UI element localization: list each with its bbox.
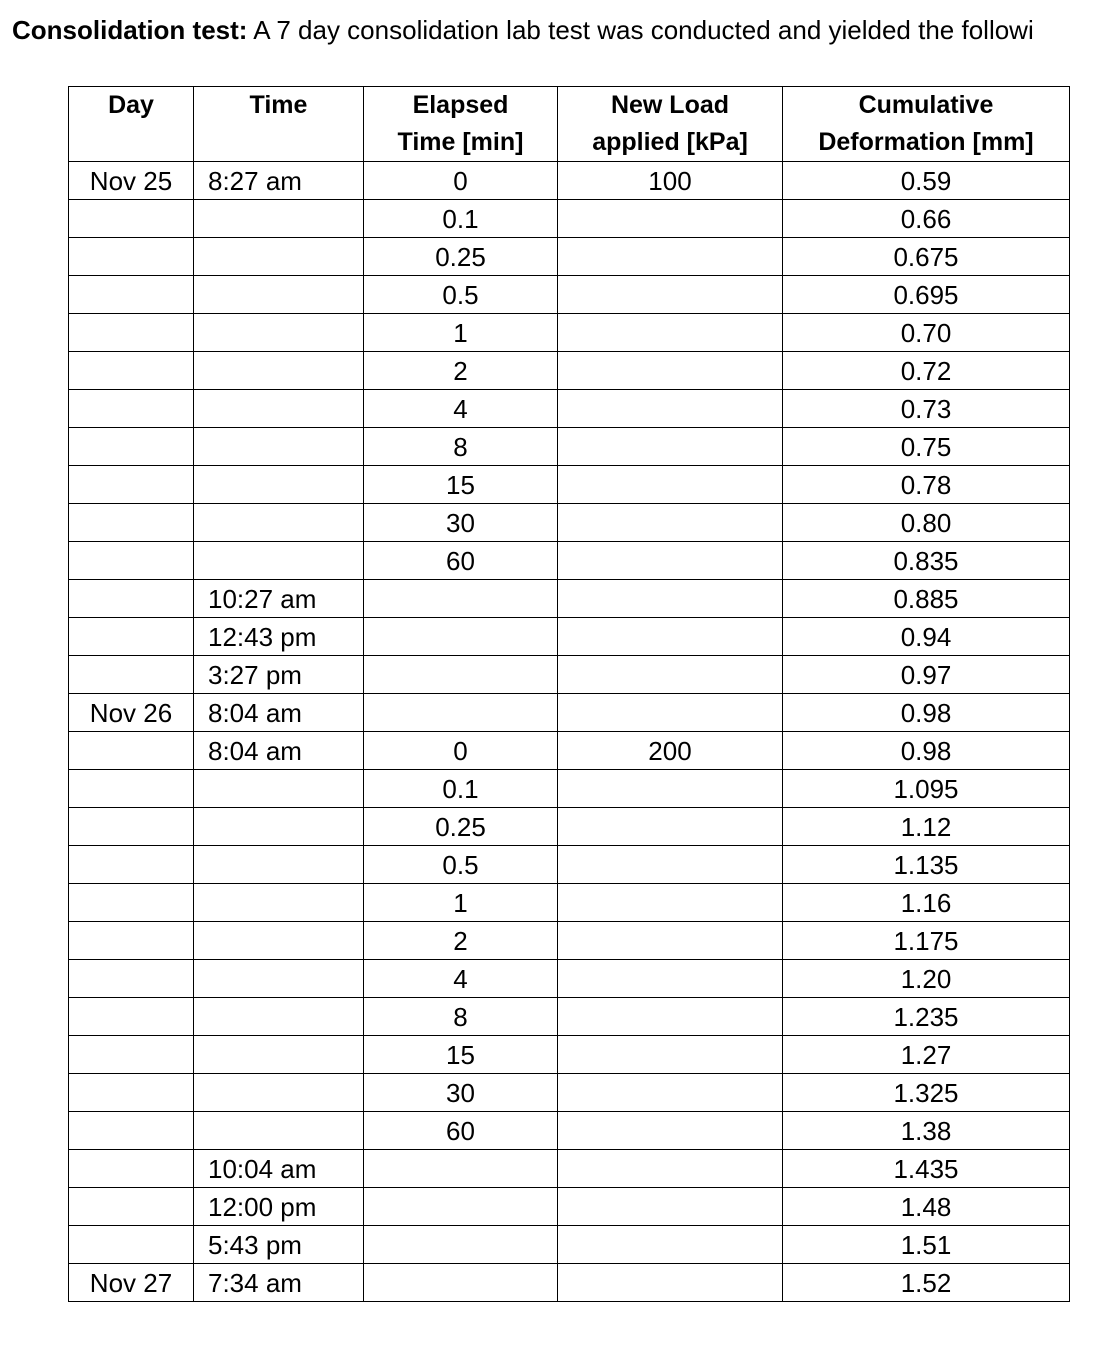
cell-elapsed-time: 30 <box>364 504 558 542</box>
cell-day <box>69 390 194 428</box>
cell-day <box>69 314 194 352</box>
heading-bold-label: Consolidation test: <box>12 15 248 45</box>
cell-elapsed-time: 2 <box>364 352 558 390</box>
cell-cumulative-deformation: 0.885 <box>783 580 1070 618</box>
header-new-load: New Load applied [kPa] <box>558 87 783 162</box>
cell-new-load <box>558 352 783 390</box>
cell-time <box>194 1112 364 1150</box>
cell-time: 8:04 am <box>194 694 364 732</box>
cell-new-load <box>558 314 783 352</box>
cell-elapsed-time: 60 <box>364 1112 558 1150</box>
cell-elapsed-time: 2 <box>364 922 558 960</box>
cell-new-load <box>558 238 783 276</box>
cell-time <box>194 1036 364 1074</box>
cell-new-load <box>558 1226 783 1264</box>
cell-new-load: 100 <box>558 162 783 200</box>
table-row <box>69 504 1070 542</box>
cell-new-load <box>558 770 783 808</box>
cell-day <box>69 998 194 1036</box>
cell-cumulative-deformation: 1.16 <box>783 884 1070 922</box>
cell-day <box>69 960 194 998</box>
cell-time: 10:27 am <box>194 580 364 618</box>
cell-day <box>69 1188 194 1226</box>
cell-time <box>194 770 364 808</box>
cell-new-load <box>558 1150 783 1188</box>
table-row <box>69 1226 1070 1264</box>
cell-new-load <box>558 390 783 428</box>
table-row <box>69 1074 1070 1112</box>
cell-new-load <box>558 884 783 922</box>
cell-day <box>69 1150 194 1188</box>
cell-elapsed-time: 15 <box>364 466 558 504</box>
cell-new-load <box>558 428 783 466</box>
cell-cumulative-deformation: 0.59 <box>783 162 1070 200</box>
cell-day <box>69 200 194 238</box>
cell-elapsed-time <box>364 1150 558 1188</box>
cell-day <box>69 884 194 922</box>
table-row <box>69 1036 1070 1074</box>
cell-elapsed-time: 0 <box>364 732 558 770</box>
cell-cumulative-deformation: 1.51 <box>783 1226 1070 1264</box>
table-row <box>69 238 1070 276</box>
table-row <box>69 998 1070 1036</box>
cell-elapsed-time: 0.25 <box>364 238 558 276</box>
cell-day <box>69 656 194 694</box>
cell-time <box>194 276 364 314</box>
cell-elapsed-time: 0.1 <box>364 770 558 808</box>
table-row <box>69 390 1070 428</box>
cell-elapsed-time: 30 <box>364 1074 558 1112</box>
table-body <box>69 162 1070 1302</box>
cell-time: 10:04 am <box>194 1150 364 1188</box>
table-row <box>69 922 1070 960</box>
table-row <box>69 466 1070 504</box>
cell-cumulative-deformation: 1.48 <box>783 1188 1070 1226</box>
cell-day: Nov 26 <box>69 694 194 732</box>
cell-cumulative-deformation: 0.675 <box>783 238 1070 276</box>
table-row <box>69 770 1070 808</box>
cell-day <box>69 1036 194 1074</box>
cell-new-load <box>558 276 783 314</box>
cell-day <box>69 770 194 808</box>
cell-day: Nov 27 <box>69 1264 194 1302</box>
cell-cumulative-deformation: 1.435 <box>783 1150 1070 1188</box>
cell-new-load <box>558 922 783 960</box>
table-row <box>69 352 1070 390</box>
cell-elapsed-time: 1 <box>364 314 558 352</box>
cell-elapsed-time: 8 <box>364 998 558 1036</box>
cell-day <box>69 1226 194 1264</box>
cell-day <box>69 1112 194 1150</box>
table-row <box>69 1150 1070 1188</box>
cell-cumulative-deformation: 1.095 <box>783 770 1070 808</box>
cell-time: 8:04 am <box>194 732 364 770</box>
table-row <box>69 846 1070 884</box>
cell-elapsed-time: 15 <box>364 1036 558 1074</box>
cell-cumulative-deformation: 0.70 <box>783 314 1070 352</box>
cell-time <box>194 504 364 542</box>
cell-elapsed-time: 0 <box>364 162 558 200</box>
cell-cumulative-deformation: 0.97 <box>783 656 1070 694</box>
cell-time <box>194 1074 364 1112</box>
cell-elapsed-time: 0.5 <box>364 276 558 314</box>
table-row <box>69 1264 1070 1302</box>
cell-elapsed-time <box>364 580 558 618</box>
cell-time <box>194 314 364 352</box>
cell-time <box>194 542 364 580</box>
cell-day <box>69 352 194 390</box>
cell-new-load <box>558 960 783 998</box>
cell-elapsed-time <box>364 1188 558 1226</box>
cell-new-load <box>558 1074 783 1112</box>
cell-time: 7:34 am <box>194 1264 364 1302</box>
cell-day: Nov 25 <box>69 162 194 200</box>
cell-new-load <box>558 200 783 238</box>
cell-cumulative-deformation: 1.38 <box>783 1112 1070 1150</box>
cell-time <box>194 390 364 428</box>
cell-new-load <box>558 1264 783 1302</box>
table-row <box>69 884 1070 922</box>
header-day: Day <box>69 87 194 162</box>
cell-cumulative-deformation: 0.72 <box>783 352 1070 390</box>
table-row <box>69 542 1070 580</box>
table-row <box>69 618 1070 656</box>
cell-day <box>69 276 194 314</box>
table-row <box>69 200 1070 238</box>
cell-cumulative-deformation: 0.98 <box>783 694 1070 732</box>
cell-new-load <box>558 618 783 656</box>
cell-elapsed-time <box>364 1264 558 1302</box>
cell-new-load <box>558 694 783 732</box>
cell-elapsed-time: 0.1 <box>364 200 558 238</box>
cell-cumulative-deformation: 0.73 <box>783 390 1070 428</box>
cell-time: 3:27 pm <box>194 656 364 694</box>
cell-time: 12:00 pm <box>194 1188 364 1226</box>
cell-cumulative-deformation: 0.66 <box>783 200 1070 238</box>
heading-text: A 7 day consolidation lab test was conducted and yielded the followi <box>247 15 1034 45</box>
cell-elapsed-time: 60 <box>364 542 558 580</box>
table-row <box>69 656 1070 694</box>
cell-day <box>69 808 194 846</box>
page-heading <box>12 12 1106 48</box>
cell-day <box>69 1074 194 1112</box>
table-row <box>69 276 1070 314</box>
cell-time <box>194 884 364 922</box>
table-row <box>69 162 1070 200</box>
cell-new-load <box>558 1036 783 1074</box>
cell-day <box>69 618 194 656</box>
cell-day <box>69 580 194 618</box>
cell-elapsed-time <box>364 656 558 694</box>
table-row <box>69 1112 1070 1150</box>
cell-time: 12:43 pm <box>194 618 364 656</box>
cell-day <box>69 732 194 770</box>
cell-cumulative-deformation: 0.80 <box>783 504 1070 542</box>
cell-cumulative-deformation: 0.75 <box>783 428 1070 466</box>
cell-cumulative-deformation: 1.135 <box>783 846 1070 884</box>
table-row <box>69 960 1070 998</box>
cell-cumulative-deformation: 1.325 <box>783 1074 1070 1112</box>
cell-day <box>69 466 194 504</box>
cell-new-load <box>558 580 783 618</box>
cell-elapsed-time: 1 <box>364 884 558 922</box>
cell-day <box>69 428 194 466</box>
cell-cumulative-deformation: 1.52 <box>783 1264 1070 1302</box>
cell-cumulative-deformation: 1.12 <box>783 808 1070 846</box>
cell-time <box>194 960 364 998</box>
cell-cumulative-deformation: 0.695 <box>783 276 1070 314</box>
cell-cumulative-deformation: 0.98 <box>783 732 1070 770</box>
cell-time <box>194 922 364 960</box>
cell-time <box>194 200 364 238</box>
table-row <box>69 732 1070 770</box>
cell-elapsed-time: 8 <box>364 428 558 466</box>
cell-cumulative-deformation: 1.235 <box>783 998 1070 1036</box>
cell-time <box>194 466 364 504</box>
cell-day <box>69 922 194 960</box>
cell-cumulative-deformation: 1.27 <box>783 1036 1070 1074</box>
cell-new-load <box>558 1112 783 1150</box>
cell-elapsed-time: 4 <box>364 960 558 998</box>
header-time: Time <box>194 87 364 162</box>
cell-cumulative-deformation: 1.175 <box>783 922 1070 960</box>
cell-cumulative-deformation: 0.835 <box>783 542 1070 580</box>
cell-time: 5:43 pm <box>194 1226 364 1264</box>
cell-new-load <box>558 656 783 694</box>
cell-new-load <box>558 542 783 580</box>
header-row <box>69 87 1070 162</box>
cell-elapsed-time <box>364 618 558 656</box>
cell-time <box>194 238 364 276</box>
cell-day <box>69 238 194 276</box>
cell-new-load <box>558 504 783 542</box>
cell-day <box>69 542 194 580</box>
table-row <box>69 808 1070 846</box>
cell-time: 8:27 am <box>194 162 364 200</box>
table-row <box>69 428 1070 466</box>
cell-new-load: 200 <box>558 732 783 770</box>
cell-day <box>69 846 194 884</box>
cell-elapsed-time: 4 <box>364 390 558 428</box>
table-row <box>69 314 1070 352</box>
cell-elapsed-time <box>364 694 558 732</box>
cell-cumulative-deformation: 1.20 <box>783 960 1070 998</box>
cell-day <box>69 504 194 542</box>
cell-new-load <box>558 808 783 846</box>
cell-cumulative-deformation: 0.94 <box>783 618 1070 656</box>
cell-time <box>194 998 364 1036</box>
header-cumulative-deformation: Cumulative Deformation [mm] <box>783 87 1070 162</box>
cell-new-load <box>558 998 783 1036</box>
cell-time <box>194 808 364 846</box>
cell-new-load <box>558 846 783 884</box>
cell-elapsed-time: 0.5 <box>364 846 558 884</box>
cell-time <box>194 846 364 884</box>
cell-time <box>194 428 364 466</box>
cell-new-load <box>558 466 783 504</box>
cell-new-load <box>558 1188 783 1226</box>
table-row <box>69 1188 1070 1226</box>
header-elapsed-time: Elapsed Time [min] <box>364 87 558 162</box>
cell-time <box>194 352 364 390</box>
table-row <box>69 694 1070 732</box>
consolidation-table <box>68 86 1070 1302</box>
table-row <box>69 580 1070 618</box>
cell-cumulative-deformation: 0.78 <box>783 466 1070 504</box>
cell-elapsed-time <box>364 1226 558 1264</box>
cell-elapsed-time: 0.25 <box>364 808 558 846</box>
